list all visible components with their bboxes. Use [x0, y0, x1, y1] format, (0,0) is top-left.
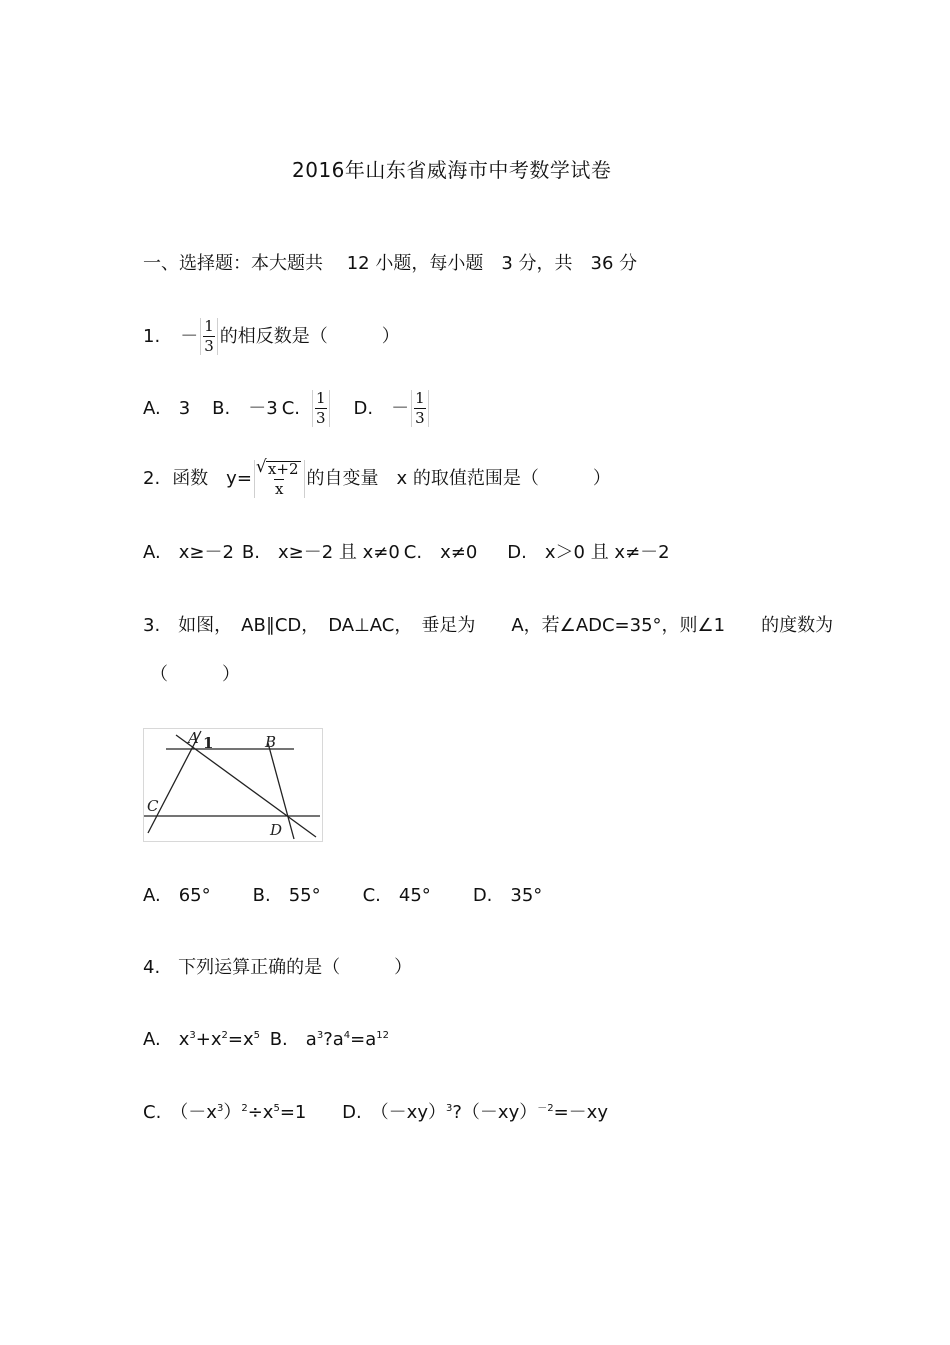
question-2-options	[143, 544, 670, 562]
exponent: 3	[316, 1030, 324, 1041]
option-b-base: B. a	[269, 1029, 317, 1050]
option-a: A. 3	[143, 397, 191, 419]
exponent: 2	[221, 1030, 228, 1041]
fraction-numerator: 1	[204, 317, 214, 335]
label-a: A	[188, 729, 199, 747]
option-c-term: ÷x	[247, 1102, 274, 1123]
option-c-base: C. （－x	[143, 1102, 217, 1123]
exponent: －2	[537, 1103, 554, 1114]
option-c: C. x≠0	[403, 542, 478, 563]
question-4-options-cd	[143, 1104, 608, 1122]
option-d: D. 35°	[472, 885, 543, 906]
option-c: C. 45°	[362, 885, 431, 906]
label-d: D	[270, 821, 283, 839]
question-3-options	[143, 887, 542, 905]
question-number: 1.	[143, 325, 161, 347]
option-d-fraction	[411, 390, 429, 427]
exponent: 3	[445, 1103, 453, 1114]
square-root: √ x+2	[266, 461, 301, 477]
option-d-base: D. （－xy）	[342, 1102, 446, 1123]
parallel-lines-diagram	[144, 729, 322, 841]
exponent: 12	[376, 1030, 390, 1041]
question-1-stem	[143, 318, 400, 355]
option-c-fraction	[312, 390, 330, 427]
question-text: 的相反数是（ ）	[219, 325, 400, 347]
radical-fraction	[254, 460, 305, 498]
fraction-numerator	[257, 460, 302, 479]
option-c	[143, 1102, 312, 1123]
question-1-options	[143, 390, 431, 427]
label-angle-1: 1	[203, 734, 214, 752]
option-a: A. x≥－2	[143, 542, 234, 563]
question-4-stem: 4. 下列运算正确的是（ ）	[143, 957, 413, 978]
question-text: 的自变量 x 的取值范围是（ ）	[306, 468, 611, 489]
question-3-stem: 3. 如图， AB∥CD， DA⊥AC， 垂足为 A，若∠ADC=35°，则∠1 的度数为	[143, 615, 834, 636]
fraction-denominator: 3	[316, 409, 326, 427]
option-a-result: =x	[227, 1029, 254, 1050]
option-b-term: ?a	[323, 1029, 344, 1050]
exponent: 5	[253, 1030, 260, 1041]
line-ad	[176, 735, 316, 837]
question-number: 2.	[143, 468, 161, 489]
minus-sign: －	[180, 325, 199, 347]
option-c-paren: ）	[223, 1102, 242, 1123]
fraction-one-third	[200, 318, 218, 355]
option-b: B. x≥－2 且 x≠0	[241, 542, 400, 563]
exponent: 4	[343, 1030, 351, 1041]
question-2-stem	[143, 460, 611, 498]
question-4-options-ab	[143, 1031, 389, 1049]
option-d-term: ?（－xy）	[452, 1102, 538, 1123]
question-3-blank: （ ）	[150, 664, 240, 685]
option-c-result: =1	[279, 1102, 307, 1123]
option-d	[342, 1102, 608, 1123]
fraction-numerator: 1	[316, 389, 326, 407]
page-title: 2016年山东省威海市中考数学试卷	[292, 158, 612, 182]
option-d: D. x＞0 且 x≠－2	[507, 542, 670, 563]
section-header: 一、选择题：本大题共 12 小题，每小题 3 分，共 36 分	[143, 253, 638, 274]
geometry-figure	[143, 728, 323, 842]
fraction-denominator: 3	[204, 337, 214, 355]
exponent: 3	[216, 1103, 224, 1114]
option-a: A. 65°	[143, 885, 211, 906]
label-c: C	[147, 797, 159, 815]
option-b	[270, 1029, 389, 1050]
exponent: 3	[189, 1030, 196, 1041]
option-a-base: A. x	[143, 1029, 190, 1050]
fraction-denominator: x	[274, 480, 284, 498]
option-b: B. －3	[212, 397, 278, 419]
fraction-numerator: 1	[415, 389, 425, 407]
fraction-denominator: 3	[415, 409, 425, 427]
option-a-term: +x	[195, 1029, 222, 1050]
question-text-prefix: 函数 y=	[172, 468, 252, 489]
option-b-result: =a	[350, 1029, 377, 1050]
label-b: B	[265, 733, 277, 751]
option-b: B. 55°	[252, 885, 321, 906]
exponent: 2	[241, 1103, 248, 1114]
option-d-result: =－xy	[553, 1102, 608, 1123]
exponent: 5	[273, 1103, 280, 1114]
option-a	[143, 1029, 266, 1050]
option-d: D. －	[353, 397, 410, 419]
option-c: C.	[281, 397, 300, 419]
